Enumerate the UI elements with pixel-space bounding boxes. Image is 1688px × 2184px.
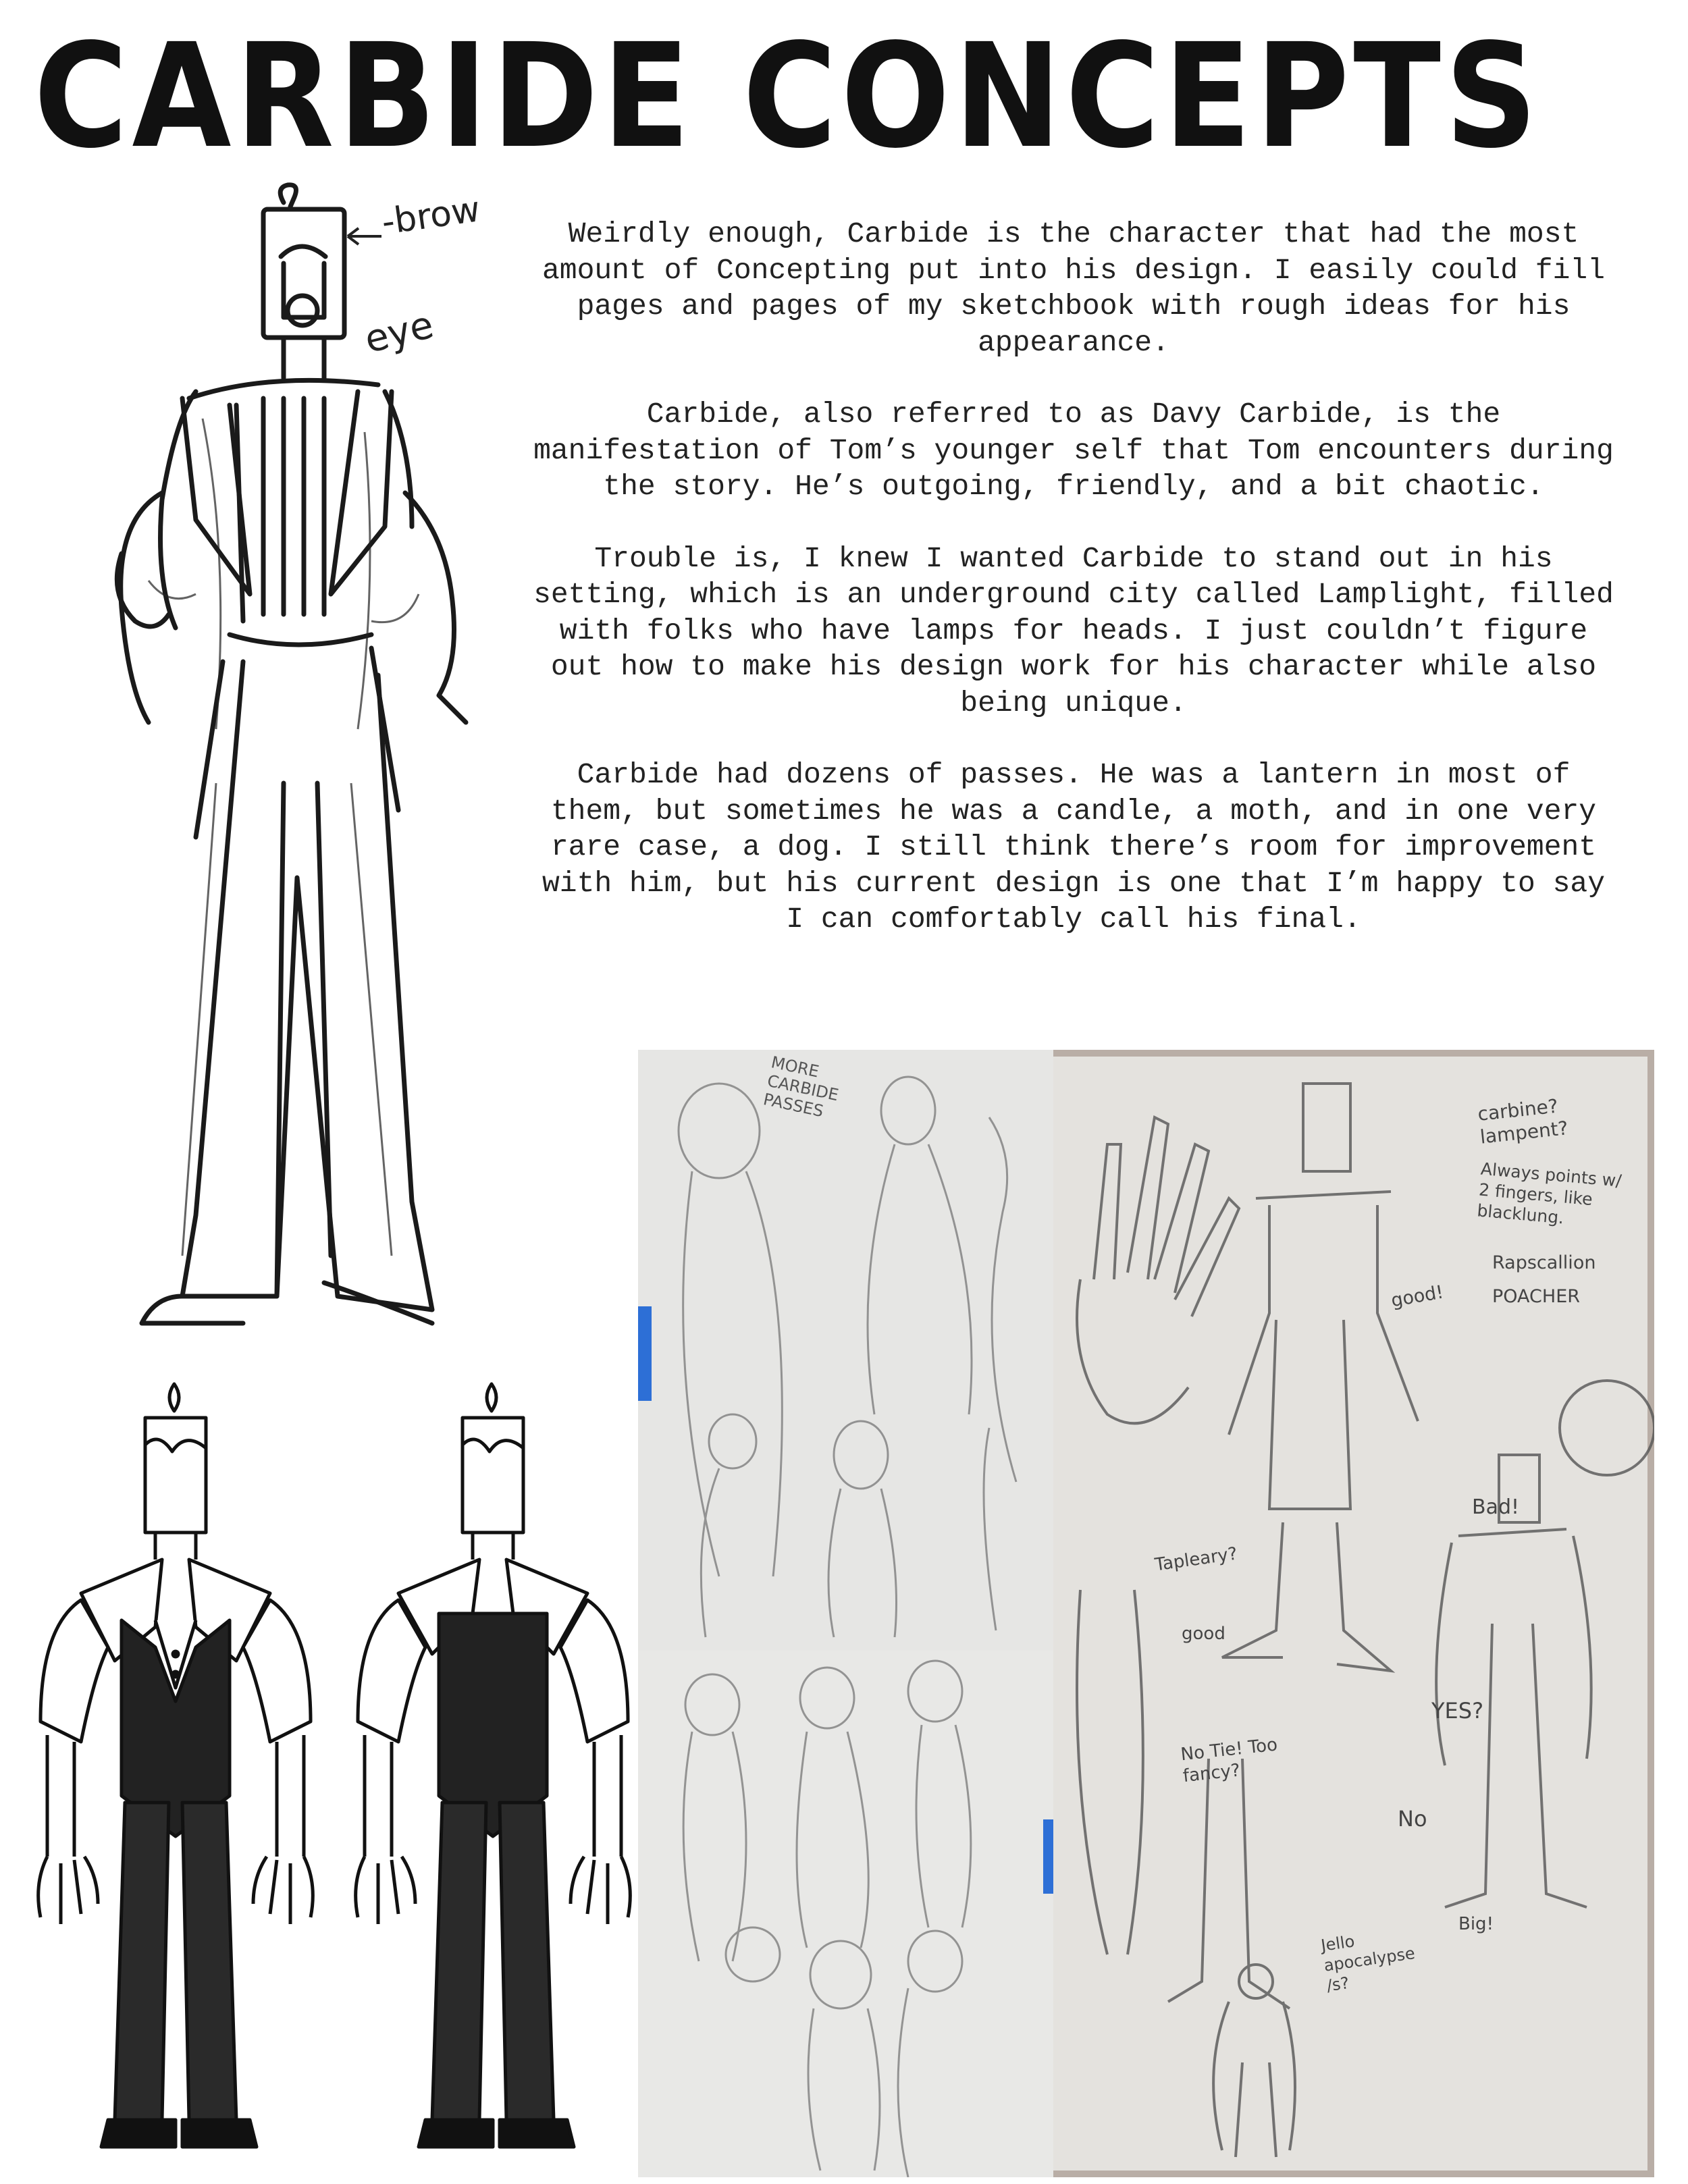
paragraph-1: Weirdly enough, Carbide is the character that had the most amount of Concepting put into his design. I easily could fill pages and pages of my sketchbook with rough ideas for his appearance. — [542, 217, 1606, 359]
pencil-doodles-bottom — [638, 1651, 1053, 2177]
sketchbook-photo-right — [1053, 1050, 1654, 2177]
paragraph-2: Carbide, also referred to as Davy Carbide, is the manifestation of Tom’s younger self that Tom encounters during the story. He’s outgoing, friendly, and a bit chaotic. — [533, 398, 1614, 503]
note-yes: YES? — [1431, 1698, 1484, 1724]
note-big: Big! — [1458, 1914, 1494, 1934]
brow-arrow-icon — [344, 223, 385, 250]
note-good-2: good — [1182, 1624, 1225, 1644]
rough-sketch-illustration — [81, 176, 513, 1350]
note-rapscallion: Rapscallion — [1492, 1252, 1596, 1273]
pencil-doodles-left — [638, 1050, 1053, 1651]
turnaround-front-illustration — [20, 1370, 344, 2174]
note-poacher: POACHER — [1492, 1286, 1581, 1307]
turnaround-back-illustration — [338, 1370, 662, 2174]
note-more-passes: MORE CARBIDE PASSES — [762, 1053, 841, 1121]
note-good-1: good! — [1389, 1281, 1446, 1312]
note-tapleary: Tapleary? — [1153, 1543, 1239, 1576]
paragraph-4: Carbide had dozens of passes. He was a lantern in most of them, but sometimes he was a candle, a moth, and in one very rare case, a dog. I still think there’s room for improvement with him, but his current design is one that I’m happy to say I can comfortably call his final. — [542, 758, 1606, 936]
note-always-points: Always points w/ 2 fingers, like blacklung. — [1476, 1158, 1623, 1228]
eye-label: eye — [360, 302, 438, 363]
sketchbook-photo-top-left — [638, 1050, 1053, 1651]
note-no-tie: No Tie! Too fancy? — [1180, 1734, 1279, 1787]
sketchbook-photo-bottom-left — [638, 1651, 1053, 2177]
note-no: No — [1398, 1806, 1427, 1832]
brow-label: -brow — [379, 189, 483, 243]
body-text — [527, 216, 1620, 974]
note-carbine: carbine? lampent? — [1476, 1094, 1570, 1148]
paragraph-3: Trouble is, I knew I wanted Carbide to stand out in his setting, which is an underground city called Lamplight, filled with folks who have lamps for heads. I just couldn’t figure out how to make his design work for his character while also being unique. — [533, 541, 1614, 720]
page-title: CARBIDE CONCEPTS — [34, 12, 1541, 180]
note-jello: Jello apocalypse /s? — [1319, 1932, 1417, 1996]
note-bad: Bad! — [1472, 1495, 1520, 1519]
